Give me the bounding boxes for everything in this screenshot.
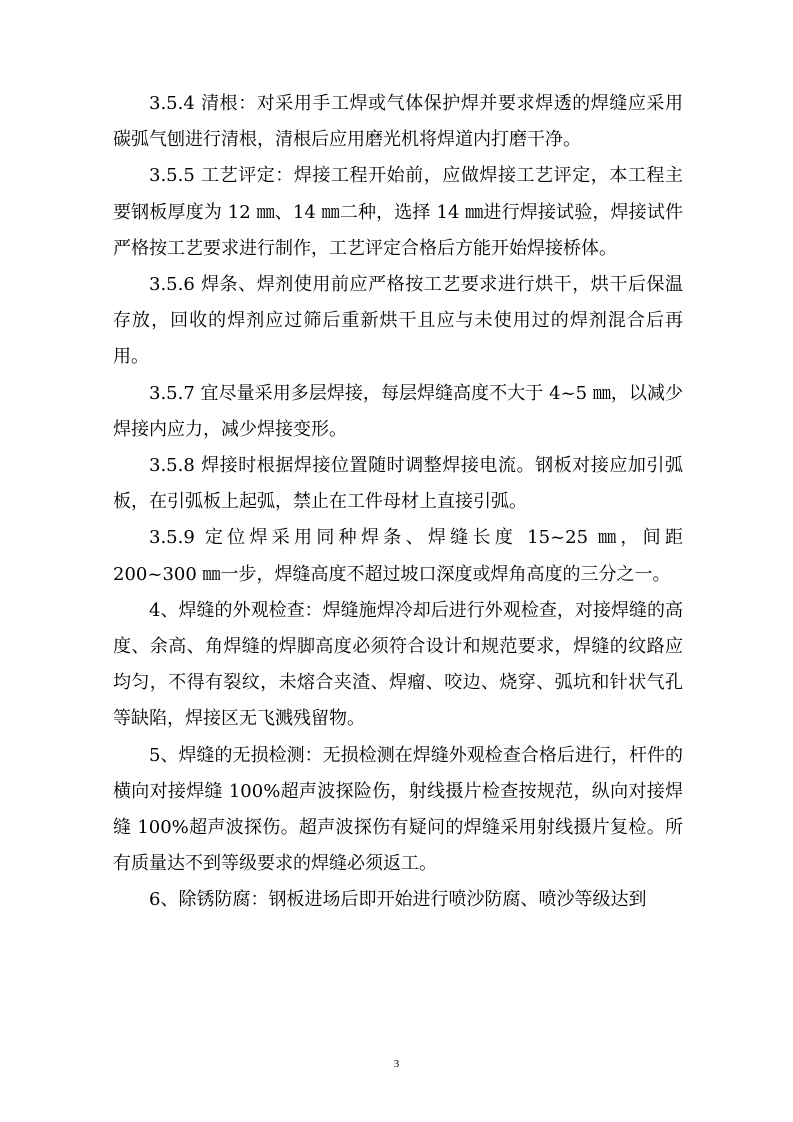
paragraph-4-visual-inspection: 4、焊缝的外观检查：焊缝施焊冷却后进行外观检查，对接焊缝的高度、余高、角焊缝的焊脚高度必须符合设计和规范要求，焊缝的纹路应均匀，不得有裂纹，未熔合夹渣、焊瘤、咬边、烧穿、弧坑和针状气孔等缺陷，焊接区无飞溅残留物。 — [113, 599, 683, 730]
page-number: 3 — [393, 1058, 400, 1070]
paragraph-3-5-8: 3.5.8 焊接时根据焊接位置随时调整焊接电流。钢板对接应加引弧板，在引弧板上起弧，禁止在工件母材上直接引弧。 — [113, 455, 683, 513]
paragraph-3-5-4: 3.5.4 清根：对采用手工焊或气体保护焊并要求焊透的焊缝应采用碳弧气刨进行清根，清根后应用磨光机将焊道内打磨干净。 — [113, 93, 683, 151]
paragraph-3-5-6: 3.5.6 焊条、焊剂使用前应严格按工艺要求进行烘干，烘干后保温存放，回收的焊剂应过筛后重新烘干且应与未使用过的焊剂混合后再用。 — [113, 274, 683, 368]
paragraph-3-5-5: 3.5.5 工艺评定：焊接工程开始前，应做焊接工艺评定，本工程主要钢板厚度为 12 ㎜、14 ㎜二种，选择 14 ㎜进行焊接试验，焊接试件严格按工艺要求进行制作，工艺评定合格后方能开始焊接桥体。 — [113, 165, 683, 259]
paragraph-6-rust-removal: 6、除锈防腐：钢板进场后即开始进行喷沙防腐、喷沙等级达到 — [149, 889, 647, 911]
paragraph-5-nondestructive-testing: 5、焊缝的无损检测：无损检测在焊缝外观检查合格后进行，杆件的横向对接焊缝 100%超声波探险伤，射线摄片检查按规范，纵向对接焊缝 100%超声波探伤。超声波探伤有疑问的焊缝采用射线摄片复检。所有质量达不到等级要求的焊缝必须返工。 — [113, 744, 683, 875]
paragraph-3-5-9: 3.5.9 定位焊采用同种焊条、焊缝长度 15~25 ㎜，间距 200~300 ㎜一步，焊缝高度不超过坡口深度或焊角高度的三分之一。 — [113, 527, 683, 585]
document-body — [113, 86, 683, 919]
paragraph-3-5-7: 3.5.7 宜尽量采用多层焊接，每层焊缝高度不大于 4~5 ㎜，以减少焊接内应力，减少焊接变形。 — [113, 382, 683, 440]
